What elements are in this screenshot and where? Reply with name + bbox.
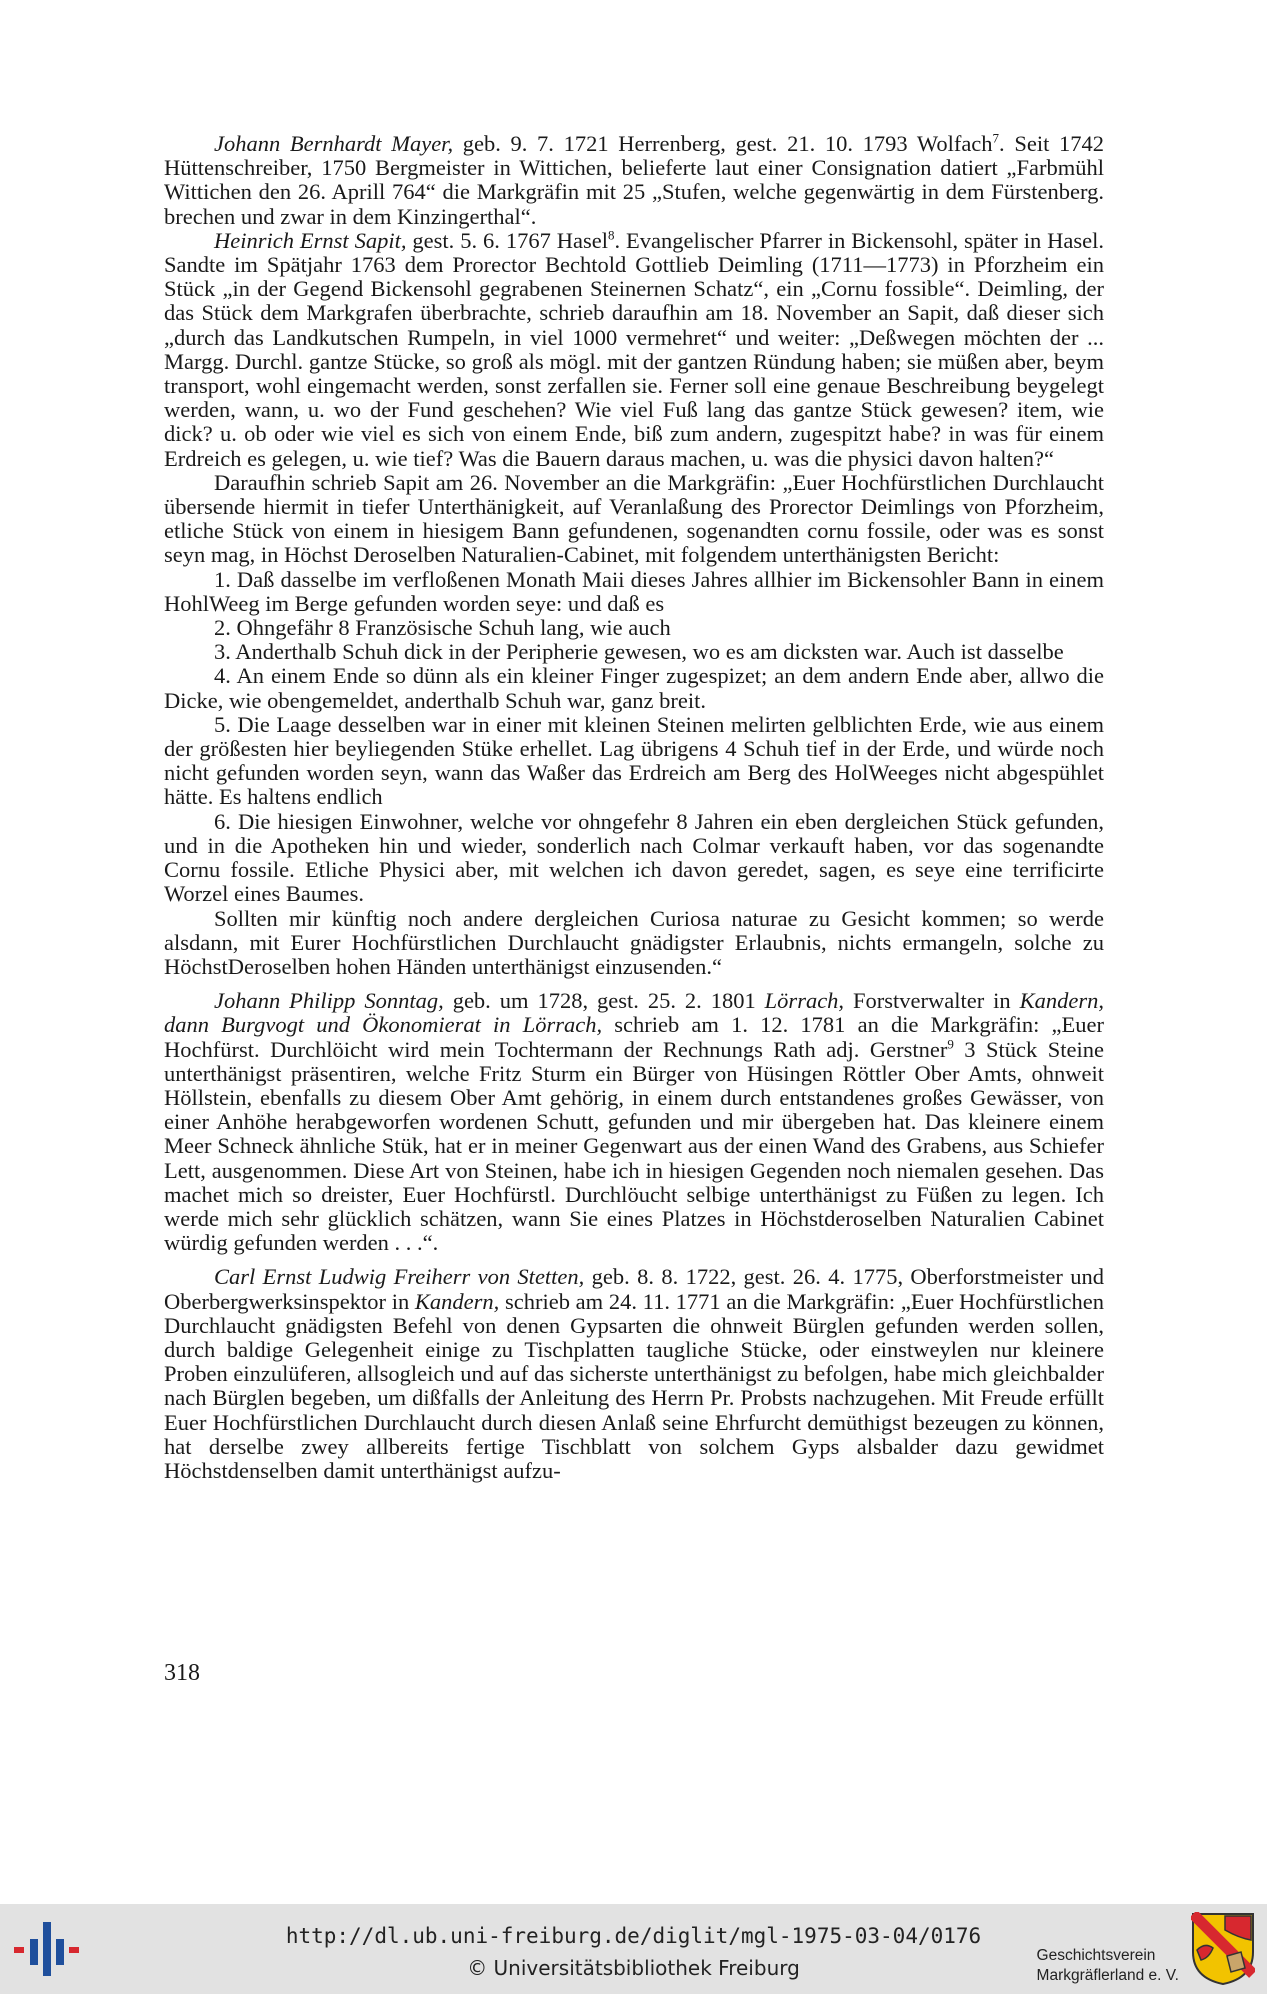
paragraph-text: . Evangelischer Pfarrer in Bickensohl, später in Hasel. Sandte im Spätjahr 1763 dem Prorector Bechtold Gottlieb Deimling (1711—1773) in Pforzheim ein Stück „in der Gegend Bickensohl gegrabenen Steinernen Schatz“, ein „Cornu fossible“. Deimling, der das Stück dem Markgrafen überbrachte, schrieb daraufhin am 18. November an Sapit, daß dieser sich „durch das Landkutschen Rumpeln, in viel 1000 vermehret“ und weiter: „Deßwegen möchten der ... Margg. Durchl. gantze Stücke, so groß als mögl. mit der gantzen Ründung haben; sie müßen aber, beym transport, wohl eingemacht werden, sonst zerfallen sie. Ferner soll eine genaue Beschreibung beygelegt werden, wann, u. wo der Fund geschehen? Wie viel Fuß lang das gantze Stück gewesen? item, wie dick? u. ob oder wie viel es sich von einem Ende, biß zum andern, zugespitzt habe? in was für einem Erdreich es gelegen, u. wie tief? Was die Bauern daraus machen, u. was die physici davon halten?“ bbox=[164, 227, 1104, 471]
footnote-ref: 9 bbox=[947, 1036, 954, 1052]
paragraph-sonntag bbox=[164, 989, 1104, 1255]
place-name: Kandern, dann Burgvogt und Ökonomierat in Lörrach, bbox=[164, 988, 1104, 1038]
person-name: Heinrich Ernst Sapit, bbox=[214, 227, 407, 253]
copyright-text: © Universitätsbibliothek Freiburg bbox=[467, 1956, 800, 1980]
paragraph-text: gest. 5. 6. 1767 Hasel bbox=[406, 227, 608, 253]
person-name: Johann Bernhardt Mayer, bbox=[214, 131, 454, 156]
permalink-url[interactable]: http://dl.ub.uni-freiburg.de/diglit/mgl-1975-03-04/0176 bbox=[285, 1924, 982, 1948]
paragraph-text: Forstverwalter in bbox=[844, 988, 1020, 1014]
person-name: Carl Ernst Ludwig Freiherr von Stetten, bbox=[214, 1264, 585, 1290]
place-name: Kandern, bbox=[414, 1288, 500, 1314]
society-name bbox=[1037, 1946, 1179, 1986]
paragraph-mayer bbox=[164, 132, 1104, 229]
paragraph-text: 3 Stück Steine unterthänigst präsentiren, welche Fritz Sturm ein Bürger von Hüsingen Röttler Ober Amts, ohnweit Höllstein, ebenfalls zu diesem Ober Amt gehörig, in einem durch entstandenes großes Gewässer, von einer Anhöhe herabgeworfen wordenen Schutt, gefunden und mir übergeben hat. Das kleinere einem Meer Schneck ähnliche Stük, hat er in meiner Gegenwart aus der einen Wand des Grabens, aus Schiefer Lett, ausgenommen. Diese Art von Steinen, habe ich in hiesigen Gegenden noch niemalen gesehen. Das machet mich so dreister, Euer Hochfürstl. Durchlöucht selbige unterthänigst zu Füßen zu legen. Ich werde mich sehr glücklich schätzen, wann Sie eines Platzes in Höchstderoselben Naturalien Cabinet würdig gefunden werden . . .“. bbox=[164, 1036, 1104, 1256]
person-name: Johann Philipp Sonntag, bbox=[214, 988, 444, 1014]
paragraph-text: geb. 9. 7. 1721 Herrenberg, gest. 21. 10. 1793 Wolfach bbox=[453, 131, 993, 156]
footnote-ref: 7 bbox=[992, 130, 1000, 146]
place-name: Lörrach, bbox=[764, 988, 845, 1014]
paragraph-text: schrieb am 24. 11. 1771 an die Markgräfin: „Euer Hochfürstlichen Durchlaucht gnädigsten Befehl von denen Gypsarten die ohnweit Bürglen gefunden werden sollen, durch baldige Gelegenheit einige zu Tischplatten taugliche Stücke, oder einstweylen nur kleinere Proben einzulüferen, allsogleich und auf das sicherste unterthänigst zu befolgen, habe mich gleichbalder nach Bürglen begeben, um dißfalls der Anleitung des Herrn Pr. Probsts nachzugehen. Mit Freude erfüllt Euer Hochfürstlichen Durchlaucht durch diesen Anlaß seine Ehrfurcht demüthigst bezeugen zu können, hat derselbe zwey allbereits fertige Tischblatt von solchem Gyps alsbalder dazu gewidmet Höchstdenselben damit unterthänigst aufzu- bbox=[164, 1288, 1104, 1483]
paragraph-sapit bbox=[164, 229, 1104, 471]
paragraph-text: geb. um 1728, gest. 25. 2. 1801 bbox=[443, 988, 765, 1014]
list-item-5: 5. Die Laage desselben war in einer mit kleinen Steinen melirten gelblichten Erde, wie aus einem der größesten hier beyliegenden Stüke erhellet. Lag übrigens 4 Schuh tief in der Erde, und würde noch nicht gefunden worden seyn, wann das Waßer das Erdreich am Berg des HolWeeges nicht abgespühlet hätte. Es haltens endlich bbox=[164, 711, 1104, 810]
footer-bar bbox=[0, 1904, 1267, 1994]
paragraph-closing: Sollten mir künftig noch andere dergleichen Curiosa naturae zu Gesicht kommen; so werde alsdann, mit Eurer Hochfürstlichen Durchlaucht gnädigster Erlaubnis, nichts ermangeln, solche zu HöchstDeroselben hohen Händen unterthänigst einzusenden.“ bbox=[164, 905, 1104, 979]
paragraph-text: schrieb am 1. 12. 1781 an die Markgräfin: „Euer Hochfürst. Durchlöicht wird mein Tochtermann der Rechnungs Rath adj. Gerstner bbox=[164, 1012, 1104, 1062]
paragraph-stetten bbox=[164, 1265, 1104, 1483]
document-body bbox=[164, 132, 1104, 1483]
list-item-6: 6. Die hiesigen Einwohner, welche vor ohngefehr 8 Jahren ein eben dergleichen Stück gefunden, und in die Apotheken hin und wieder, sonderlich nach Colmar verkauft haben, vor das sogenandte Cornu fossile. Etliche Physici aber, mit welchen ich davon geredet, sagen, es seye eine terrificirte Worzel eines Baumes. bbox=[164, 808, 1104, 907]
society-line-2: Markgräflerland e. V. bbox=[1036, 1967, 1179, 1984]
list-item-1: 1. Daß dasselbe im verfloßenen Monath Maii dieses Jahres allhier im Bickensohler Bann in einem HohlWeeg im Berge gefunden worden seye: und daß es bbox=[164, 566, 1104, 616]
list-item-2: 2. Ohngefähr 8 Französische Schuh lang, wie auch bbox=[214, 615, 671, 641]
paragraph-letter-intro: Daraufhin schrieb Sapit am 26. November an die Markgräfin: „Euer Hochfürstlichen Durchlaucht übersende hiermit in tiefer Unterthänigkeit, auf Veranlaßung des Prorector Deimlings von Pforzheim, etliche Stück von einem in hiesigem Bann gefundenen, sogenandten cornu fossile, oder was es sonst seyn mag, in Höchst Deroselben Naturalien-Cabinet, mit folgendem unterthänigsten Bericht: bbox=[164, 469, 1104, 568]
list-item-3: 3. Anderthalb Schuh dick in der Peripherie gewesen, wo es am dicksten war. Auch ist dasselbe bbox=[214, 639, 1064, 665]
page-number: 318 bbox=[164, 1660, 200, 1686]
footnote-ref: 8 bbox=[608, 227, 615, 243]
society-line-1: Geschichtsverein bbox=[1036, 1947, 1156, 1964]
paragraph-text: geb. 8. 8. 1722, gest. 26. 4. 1775, Oberforstmeister und Oberbergwerksinspektor in bbox=[164, 1264, 1104, 1314]
list-item-4: 4. An einem Ende so dünn als ein kleiner Finger zugespizet; an dem andern Ende aber, allwo die Dicke, wie obengemeldet, anderthalb Schuh war, ganz breit. bbox=[164, 663, 1104, 713]
coat-of-arms-icon[interactable] bbox=[1191, 1912, 1255, 1986]
paragraph-text: . Seit 1742 Hüttenschreiber, 1750 Bergmeister in Wittichen, belieferte laut einer Consignation datiert „Farbmühl Wittichen den 26. Aprill 764“ die Markgräfin mit 25 „Stufen, welche gegenwärtig in dem Fürstenberg. brechen und zwar in dem Kinzingerthal“. bbox=[164, 131, 1104, 229]
